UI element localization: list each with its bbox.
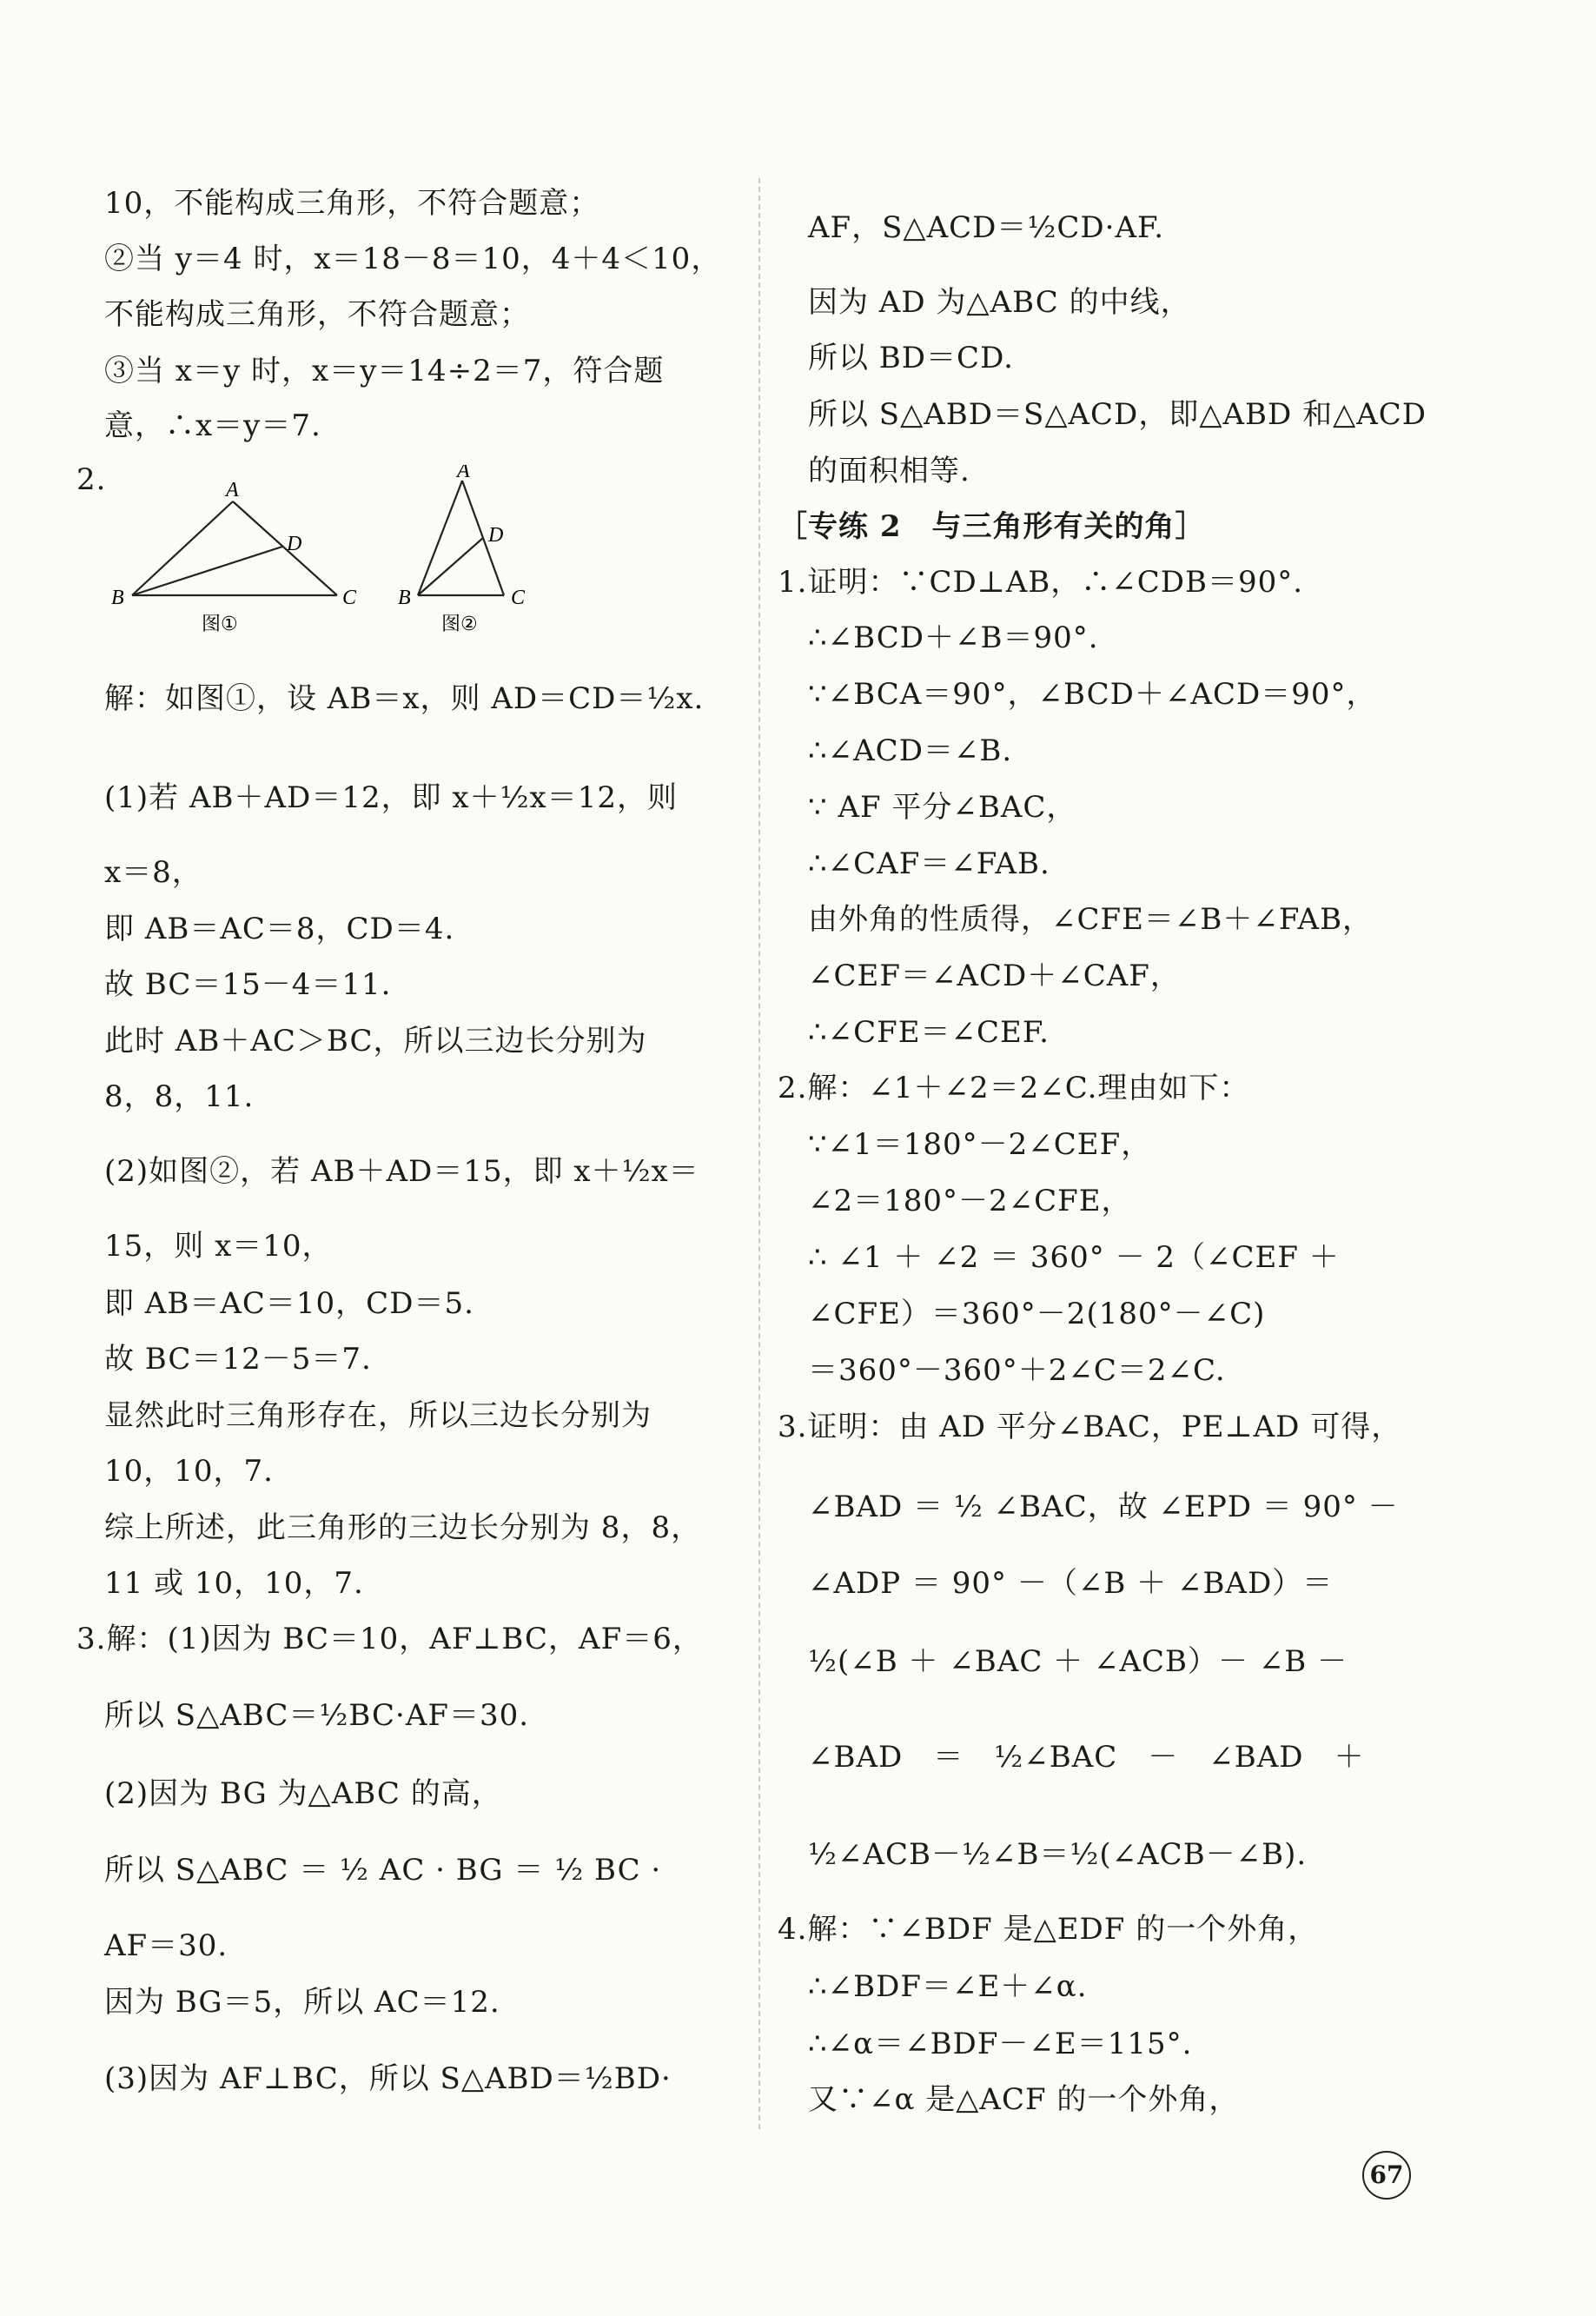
text-line: ∴∠α＝∠BDF－∠E＝115°. [808, 2027, 1193, 2061]
text-line: ∴∠BCD＋∠B＝90°. [808, 620, 1099, 655]
figure-1 [132, 501, 337, 595]
text-line: 故 BC＝15－4＝11. [104, 967, 392, 1002]
text-line: ∴∠BDF＝∠E＋∠α. [808, 1969, 1088, 2004]
text-line: ½(∠B ＋ ∠BAC ＋ ∠ACB）－ ∠B － [808, 1644, 1348, 1679]
text-line: 3.解：(1)因为 BC＝10，AF⊥BC，AF＝6， [76, 1622, 703, 1656]
fig1-label-b: B [111, 587, 124, 609]
text-line: ½∠ACB－½∠B＝½(∠ACB－∠B). [808, 1837, 1308, 1872]
text-line: 2.解：∠1＋∠2＝2∠C.理由如下： [778, 1071, 1250, 1105]
text-line: 10，不能构成三角形，不符合题意； [104, 186, 600, 221]
text-line: ＝360°－360°＋2∠C＝2∠C. [808, 1353, 1226, 1388]
text-line: 意，∴x＝y＝7. [104, 408, 321, 443]
text-line: 综上所述，此三角形的三边长分别为 8，8， [104, 1510, 702, 1545]
text-line: ∠ADP ＝ 90° －（∠B ＋ ∠BAD）＝ [808, 1566, 1334, 1601]
column-divider [758, 178, 760, 2129]
text-line: ②当 y＝4 时，x＝18－8＝10，4＋4＜10， [104, 242, 722, 276]
text-line: ③当 x＝y 时，x＝y＝14÷2＝7，符合题 [104, 354, 665, 388]
fig1-label-d: D [287, 533, 302, 555]
text-line: ∴ ∠1 ＋ ∠2 ＝ 360° － 2（∠CEF ＋ [808, 1240, 1340, 1275]
text-line: 即 AB＝AC＝10，CD＝5. [104, 1286, 474, 1321]
text-line: ∵ AF 平分∠BAC， [808, 790, 1077, 825]
text-line: 故 BC＝12－5＝7. [104, 1342, 372, 1377]
text-line: 3.证明：由 AD 平分∠BAC，PE⊥AD 可得， [778, 1410, 1402, 1444]
text-line: x＝8， [104, 855, 202, 890]
text-line: 因为 BG＝5，所以 AC＝12. [104, 1985, 500, 2020]
text-line: 显然此时三角形存在，所以三边长分别为 [104, 1398, 652, 1433]
text-line: 所以 S△ABD＝S△ACD，即△ABD 和△ACD [808, 397, 1427, 432]
text-line: 8，8，11. [104, 1079, 255, 1114]
text-line: ∠CEF＝∠ACD＋∠CAF， [808, 959, 1181, 993]
text-line: 此时 AB＋AC＞BC，所以三边长分别为 [104, 1024, 647, 1058]
fig2-label-c: C [511, 587, 526, 609]
text-line: ∠BAD ＝ ½ ∠BAC，故 ∠EPD ＝ 90° － [808, 1490, 1399, 1524]
text-line: (1)若 AB＋AD＝12，即 x＋½x＝12，则 [104, 780, 678, 815]
text-line: ∵∠1＝180°－2∠CEF， [808, 1127, 1152, 1162]
fig2-label-b: B [398, 587, 411, 609]
text-line: 的面积相等. [808, 454, 970, 488]
triangle-figures [96, 465, 547, 643]
text-line: 所以 BD＝CD. [808, 341, 1014, 375]
text-line: (2)因为 BG 为△ABC 的高， [104, 1776, 502, 1811]
text-line: 解：如图①，设 AB＝x，则 AD＝CD＝½x. [104, 681, 705, 716]
text-line: 又∵∠α 是△ACF 的一个外角， [808, 2082, 1240, 2117]
text-line: 15，则 x＝10， [104, 1229, 333, 1264]
text-line: 因为 AD 为△ABC 的中线， [808, 285, 1191, 320]
page-number: 67 [1362, 2151, 1411, 2200]
text-line: 4.解：∵∠BDF 是△EDF 的一个外角， [778, 1912, 1319, 1947]
text-line: 所以 S△ABC＝½BC·AF＝30. [104, 1698, 530, 1733]
text-line: ∠CFE）＝360°－2(180°－∠C) [808, 1297, 1266, 1331]
text-line: 1.证明：∵CD⊥AB，∴∠CDB＝90°. [778, 565, 1304, 600]
fig1-label-c: C [342, 587, 357, 609]
text-line: 由外角的性质得，∠CFE＝∠B＋∠FAB， [808, 902, 1374, 937]
fig2-label-d: D [488, 524, 504, 547]
text-line: 即 AB＝AC＝8，CD＝4. [104, 912, 455, 946]
text-line: ∴∠CFE＝∠CEF. [808, 1015, 1050, 1050]
text-line: ∴∠ACD＝∠B. [808, 733, 1013, 768]
section-heading: ［专练 2 与三角形有关的角］ [778, 509, 1206, 544]
fig1-label-a: A [226, 479, 239, 501]
text-line: ∠2＝180°－2∠CFE， [808, 1184, 1132, 1218]
text-line: ∠BAD ＝ ½∠BAC － ∠BAD ＋ [808, 1740, 1365, 1775]
text-line: 所以 S△ABC ＝ ½ AC · BG ＝ ½ BC · [104, 1853, 662, 1888]
text-line: (2)如图②，若 AB＋AD＝15，即 x＋½x＝ [104, 1154, 699, 1189]
text-line: (3)因为 AF⊥BC，所以 S△ABD＝½BD· [104, 2061, 672, 2096]
fig1-caption: 图① [202, 614, 238, 635]
fig2-label-a: A [457, 465, 470, 482]
text-line: ∴∠CAF＝∠FAB. [808, 846, 1050, 881]
text-line: 11 或 10，10，7. [104, 1566, 364, 1601]
text-line: 10，10，7. [104, 1454, 274, 1489]
fig2-caption: 图② [441, 614, 478, 635]
text-line: AF，S△ACD＝½CD·AF. [808, 210, 1165, 245]
text-line: AF＝30. [104, 1928, 228, 1963]
problem-number: 2. [76, 462, 107, 497]
text-line: 不能构成三角形，不符合题意； [104, 297, 530, 332]
text-line: ∵∠BCA＝90°，∠BCD＋∠ACD＝90°， [808, 677, 1377, 712]
